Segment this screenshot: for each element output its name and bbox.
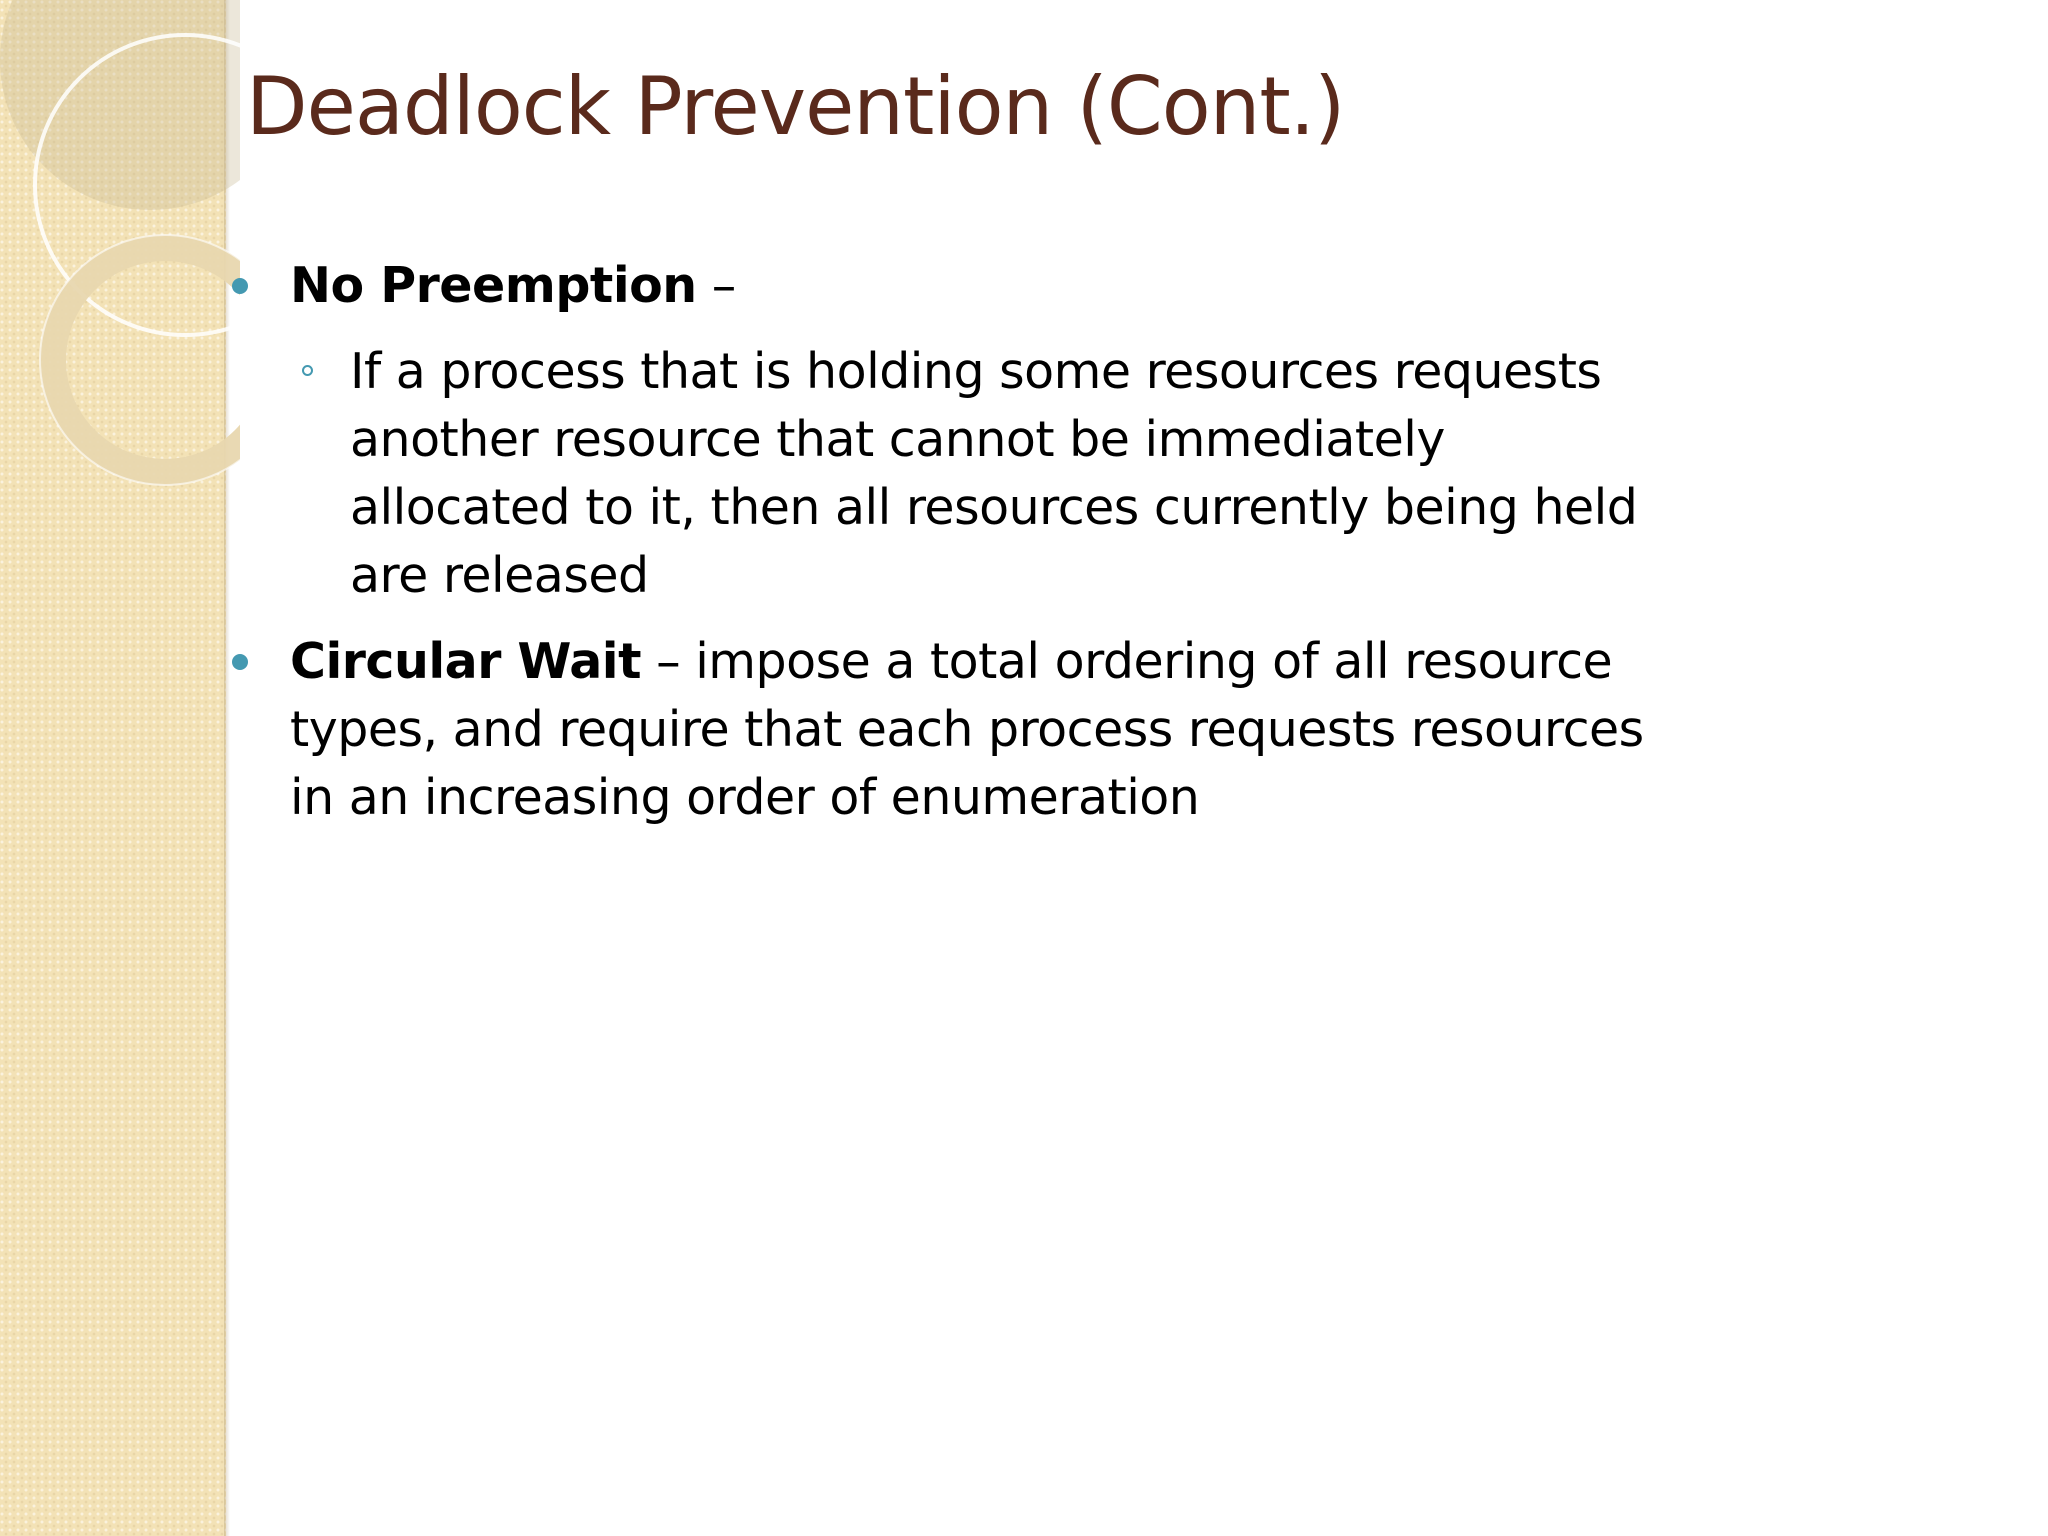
decor-thick-ring (53, 248, 240, 472)
sub-bullet-no-preemption (220, 338, 1680, 610)
bullet-circular-wait (220, 628, 1680, 832)
bullet-dot-icon (232, 278, 248, 294)
bullet-dot-icon (232, 654, 248, 670)
sub-bullet-text: If a process that is holding some resources requests another resource that cannot be immediately allocated to it, then all resources currently being held are released (350, 343, 1638, 604)
slide-content (220, 252, 1680, 850)
bullet-separator: – (641, 633, 696, 690)
slide-title: Deadlock Prevention (Cont.) (246, 60, 1345, 153)
bullet-term: Circular Wait (290, 633, 642, 690)
bullet-term: No Preemption (290, 257, 697, 314)
bullet-text: impose a total ordering of all resource types, and require that each process requests resources in an increasing order of enumeration (290, 633, 1644, 826)
decorative-circles (0, 0, 240, 520)
decor-thick-ring-outline (40, 235, 240, 485)
sub-bullet-ring-icon (302, 365, 313, 376)
bullet-separator: – (696, 257, 736, 314)
bullet-no-preemption (220, 252, 1680, 320)
